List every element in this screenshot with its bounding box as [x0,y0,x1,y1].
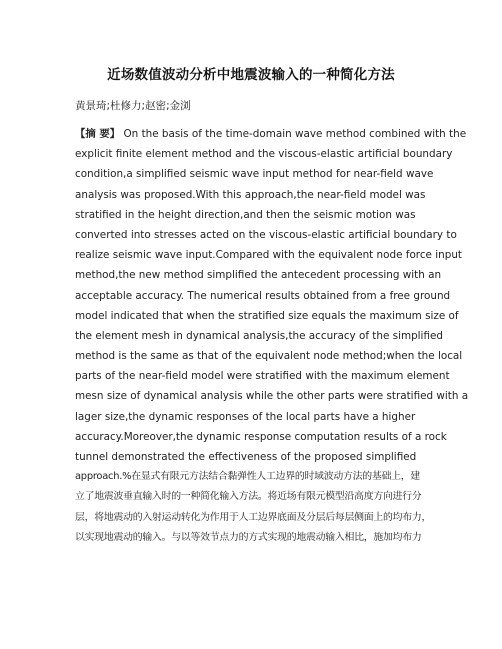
abstract-line: accuracy.Moreover,the dynamic response computation results of a rock [75,430,447,443]
abstract-line: the element mesh in dynamical analysis,the accuracy of the simplified [75,329,443,342]
abstract-body [75,124,469,548]
abstract-line-cjk: 以实现地震动的输入。与以等效节点力的方式实现的地震动输入相比，施加均布力 [75,531,422,543]
abstract-line: analysis was proposed.With this approach,the near-field model was [75,188,426,201]
abstract-line: parts of the near-field model were stratified with the maximum element [75,370,450,383]
paper-title: 近场数值波动分析中地震波输入的一种简化方法 [107,67,395,83]
abstract-label: 【摘 要】 [75,128,121,140]
abstract-line: 【摘 要】 On the basis of the time-domain wave method combined with the [75,128,467,140]
abstract-line: model indicated that when the stratified size equals the maximum size of [75,309,459,322]
abstract-line: converted into stresses acted on the viscous-elastic artificial boundary to [75,228,457,241]
abstract-line: lager size,the dynamic responses of the local parts have a higher [75,410,416,423]
abstract-line: tunnel demonstrated the effectiveness of the proposed simplified [75,451,417,463]
abstract-line: stratified in the height direction,and then the seismic motion was [75,208,416,221]
abstract-line-cjk: approach.%在显式有限元方法结合黏弹性人工边界的时域波动方法的基础上，建 [75,471,420,483]
abstract-line-cjk: 立了地震波垂直输入时的一种简化输入方法。将近场有限元模型沿高度方向进行分 [75,491,422,503]
abstract-line: acceptable accuracy. The numerical results obtained from a free ground [75,289,451,302]
abstract-line: method,the new method simplified the antecedent processing with an [75,269,442,282]
abstract-line: condition,a simplified seismic wave input method for near-field wave [75,168,434,181]
abstract-line: mesn size of dynamical analysis while the other parts were stratified with a [75,390,469,403]
abstract-line: realize seismic wave input.Compared with the equivalent node force input [75,249,462,262]
author-list: 黄景琦;杜修力;赵密;金浏 [75,100,191,112]
abstract-line: explicit finite element method and the viscous-elastic artificial boundary [75,148,453,161]
abstract-line: method is the same as that of the equivalent node method;when the local [75,350,463,363]
abstract-line-cjk: 层，将地震动的入射运动转化为作用于人工边界底面及分层后每层侧面上的均布力， [75,511,432,523]
